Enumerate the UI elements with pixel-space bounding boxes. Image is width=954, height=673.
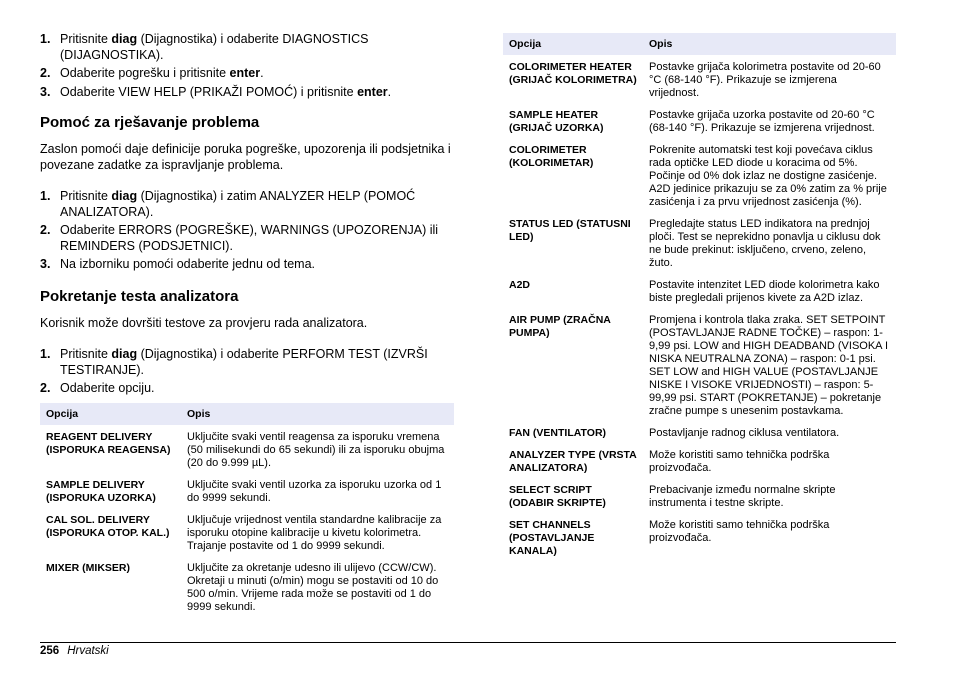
table-row — [40, 514, 454, 562]
option-description: Postavke grijača uzorka postavite od 20-60 °C (68-140 °F). Prikazuje se izmjerena vrijednost. — [649, 109, 875, 134]
option-name: REAGENT DELIVERY (ISPORUKA REAGENSA) — [46, 430, 171, 456]
option-name: COLORIMETER (KOLORIMETAR) — [509, 144, 594, 169]
option-name: CAL SOL. DELIVERY (ISPORUKA OTOP. KAL.) — [46, 513, 170, 539]
option-name: MIXER (MIKSER) — [46, 561, 130, 574]
table-row — [503, 218, 896, 279]
step-item: 2. Odaberite ERRORS (POGREŠKE), WARNINGS (UPOZORENJA) ili REMINDERS (PODSJETNICI). — [40, 223, 439, 253]
help-heading: Pomoć za rješavanje problema — [40, 114, 260, 131]
option-description: Postavite intenzitet LED diode kolorimetra kako biste pregledali prijenos kivete za A2D izlaz. — [649, 279, 880, 304]
help-paragraph: Zaslon pomoći daje definicije poruka pogreške, upozorenja ili podsjetnika i povezane zadatke za ispravljanje problema. — [40, 142, 451, 172]
option-name: A2D — [509, 279, 531, 291]
table-row — [503, 427, 896, 449]
column-header-option: Opcija — [40, 403, 181, 425]
table-row — [503, 519, 896, 558]
column-header-description: Opis — [181, 403, 454, 425]
option-description: Promjena i kontrola tlaka zraka. SET SETPOINT (POSTAVLJANJE RADNE TOČKE) – raspon: 1-9,99 psi. LOW and HIGH DEADBAND (VISOKA I NISKA NEUTRALNA ZONA) – raspon: 0-1 psi. SET LOW and HIGH VALUE (POSTAVLJANJE NISKE I VISOKE VRIJEDNOSTI) – raspon: 5-99,99 psi. START (POKRETANJE) – pokretanje zračne pumpe s unesenim postavkama. — [649, 314, 889, 417]
test-options-table-left — [40, 403, 454, 614]
option-description: Uključite za okretanje udesno ili ulijevo (CCW/CW). Okretaji u minuti (o/min) mogu se postaviti od 10 do 500 o/min. Vrijeme rada može se postaviti od 1 do 9999 sekundi. — [187, 561, 439, 613]
option-name: ANALYZER TYPE (VRSTA ANALIZATORA) — [509, 449, 637, 474]
option-name: SAMPLE HEATER (GRIJAČ UZORKA) — [509, 109, 604, 134]
intro-steps — [40, 32, 454, 100]
table-header-row — [503, 33, 896, 55]
table-row — [503, 144, 896, 218]
option-description: Pregledajte status LED indikatora na prednjoj ploči. Test se neprekidno ponavlja u ciklusu dok ne bude prekinut: isključeno, crveno, zeleno, žuto. — [649, 218, 881, 269]
step-item: 1. Pritisnite diag (Dijagnostika) i odaberite DIAGNOSTICS (DIJAGNOSTIKA). — [40, 32, 369, 62]
test-options-table-right — [503, 33, 896, 558]
option-description: Uključite svaki ventil uzorka za isporuku uzorka od 1 do 9999 sekundi. — [187, 478, 442, 504]
option-description: Pokrenite automatski test koji povećava ciklus rada optičke LED diode u koracima od 5%. Počinje od 0% dok izlaz ne dostigne zasićenje. A2D jedinice prikazuju se za 0% zatim za % prije zasićenja i za prvu vrijednost zasićenja (%). — [649, 144, 887, 208]
table-row — [40, 479, 454, 514]
help-steps — [40, 189, 454, 273]
test-heading: Pokretanje testa analizatora — [40, 287, 239, 305]
step-item: 2. Odaberite opciju. — [40, 381, 155, 395]
page-footer — [40, 644, 109, 658]
table-row — [40, 425, 454, 479]
step-item: 3. Na izborniku pomoći odaberite jednu od tema. — [40, 257, 316, 271]
option-description: Može koristiti samo tehnička podrška proizvođača. — [649, 449, 830, 474]
option-name: COLORIMETER HEATER (GRIJAČ KOLORIMETRA) — [509, 61, 637, 86]
footer-language: Hrvatski — [67, 645, 109, 657]
step-item: 1. Pritisnite diag (Dijagnostika) i odaberite PERFORM TEST (IZVRŠI TESTIRANJE). — [40, 347, 428, 377]
test-steps — [40, 347, 454, 397]
option-description: Prebacivanje između normalne skripte instrumenta i testne skripte. — [649, 484, 836, 509]
table-row — [503, 109, 896, 144]
table-row — [503, 484, 896, 519]
option-name: SAMPLE DELIVERY (ISPORUKA UZORKA) — [46, 478, 156, 504]
table-row — [503, 279, 896, 314]
option-description: Postavke grijača kolorimetra postavite od 20-60 °C (68-140 °F). Prikazuje se izmjerena vrijednost. — [649, 61, 881, 99]
table-row — [503, 449, 896, 484]
step-item: 2. Odaberite pogrešku i pritisnite enter. — [40, 66, 264, 80]
table-header-row — [40, 403, 454, 425]
option-description: Uključuje vrijednost ventila standardne kalibracije za isporuku otopine kalibracije u kivetu kolorimetra. Trajanje postavite od 1 do 9999 sekundi. — [187, 513, 442, 552]
option-description: Postavljanje radnog ciklusa ventilatora. — [649, 427, 840, 439]
footer-divider — [40, 642, 896, 643]
column-header-description: Opis — [643, 33, 896, 55]
option-description: Može koristiti samo tehnička podrška proizvođača. — [649, 519, 830, 544]
left-column — [40, 32, 454, 614]
option-description: Uključite svaki ventil reagensa za isporuku vremena (50 milisekundi do 65 sekundi) ili za isporuku obujma (20 do 9.999 µL). — [187, 430, 445, 469]
option-name: STATUS LED (STATUSNI LED) — [509, 218, 631, 243]
option-name: FAN (VENTILATOR) — [509, 427, 607, 439]
step-item: 3. Odaberite VIEW HELP (PRIKAŽI POMOĆ) i pritisnite enter. — [40, 84, 392, 99]
option-name: SELECT SCRIPT (ODABIR SKRIPTE) — [509, 484, 606, 509]
table-row — [40, 562, 454, 614]
page-number: 256 — [40, 645, 60, 657]
option-name: SET CHANNELS (POSTAVLJANJE KANALA) — [509, 519, 595, 557]
test-paragraph: Korisnik može dovršiti testove za provjeru rada analizatora. — [40, 315, 368, 330]
option-name: AIR PUMP (ZRAČNA PUMPA) — [509, 314, 611, 339]
column-header-option: Opcija — [503, 33, 643, 55]
table-row — [503, 314, 896, 427]
step-item: 1. Pritisnite diag (Dijagnostika) i zatim ANALYZER HELP (POMOĆ ANALIZATORA). — [40, 189, 416, 219]
table-row — [503, 55, 896, 109]
right-column — [503, 33, 896, 558]
